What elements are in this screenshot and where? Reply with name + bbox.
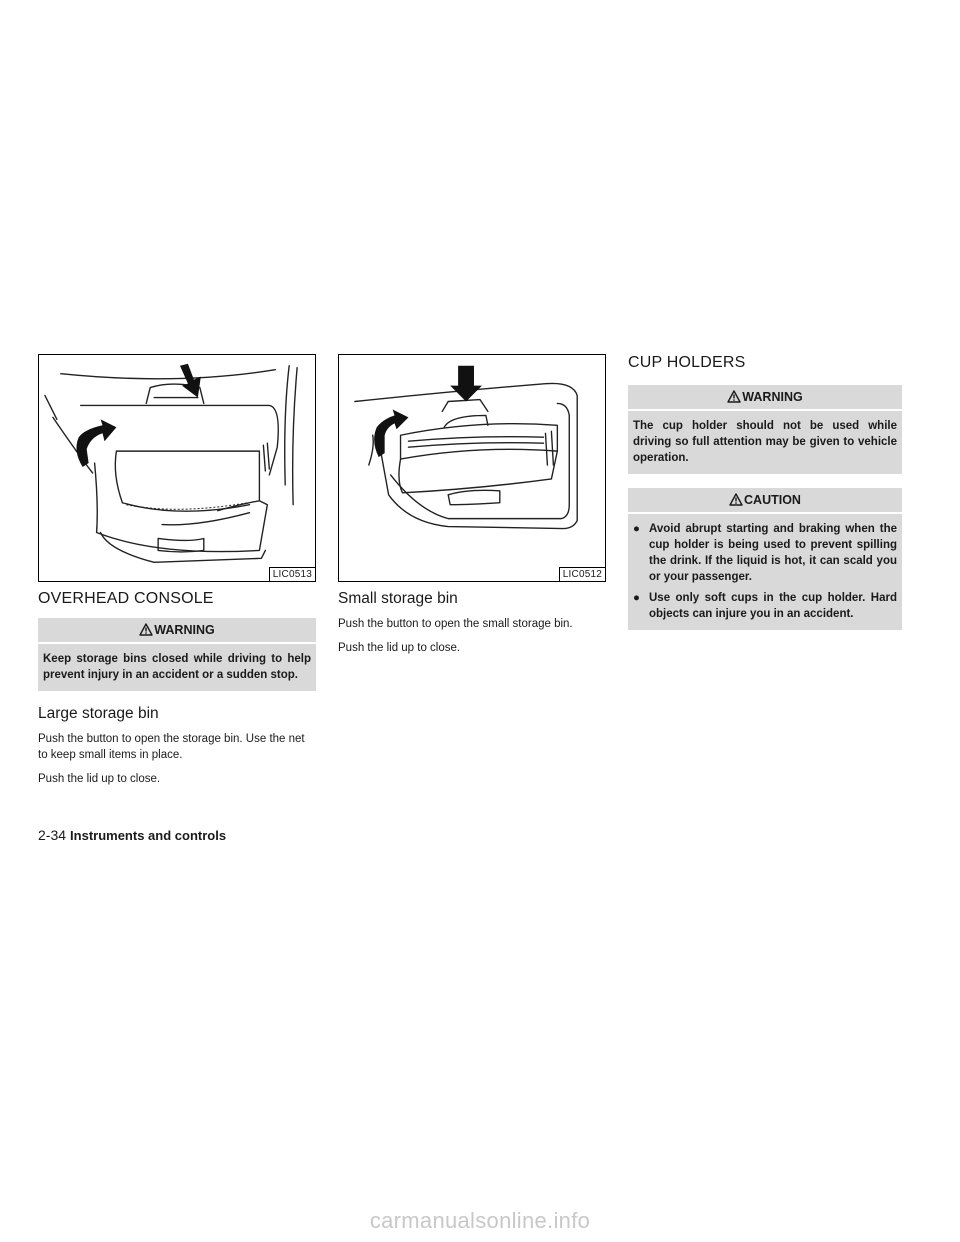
warning-title (628, 385, 902, 411)
warning-title (38, 618, 316, 644)
warning-triangle-icon (727, 390, 741, 403)
warning-label: WARNING (742, 390, 803, 404)
large-storage-bin-drawing (39, 355, 315, 581)
caution-item (628, 514, 902, 585)
figure-code: LIC0513 (269, 567, 315, 581)
overhead-console-heading: OVERHEAD CONSOLE (38, 590, 214, 607)
small-storage-bin-heading: Small storage bin (338, 590, 458, 607)
warning-label: WARNING (154, 623, 215, 637)
large-storage-bin-heading: Large storage bin (38, 705, 159, 722)
page-footer (38, 826, 226, 845)
paragraph: Push the button to open the storage bin. Use the net to keep small items in place. (38, 733, 305, 761)
bullet-icon: ● (633, 592, 640, 604)
middle-column (338, 354, 606, 656)
paragraph: Push the button to open the small storage bin. (338, 618, 573, 630)
caution-item (628, 585, 902, 622)
caution-label: CAUTION (744, 493, 801, 507)
caution-item-text: Use only soft cups in the cup holder. Hard objects can injure you in an accident. (649, 592, 897, 620)
warning-triangle-icon (139, 623, 153, 636)
warning-text: Keep storage bins closed while driving to help prevent injury in an accident or a sudden stop. (43, 653, 311, 681)
caution-title (628, 488, 902, 514)
right-column (628, 354, 902, 630)
left-column (38, 354, 316, 787)
warning-box (628, 385, 902, 474)
paragraph: Push the lid up to close. (338, 642, 461, 654)
figure-code: LIC0512 (559, 567, 605, 581)
small-storage-bin-illustration (338, 354, 606, 582)
caution-box (628, 488, 902, 630)
paragraph: Push the lid up to close. (38, 773, 161, 785)
caution-item-text: Avoid abrupt starting and braking when the cup holder is being used to prevent spilling the drink. If the liquid is hot, it can scald you or your passenger. (649, 523, 897, 583)
large-storage-bin-illustration (38, 354, 316, 582)
watermark: carmanualsonline.info (369, 1208, 591, 1233)
warning-box (38, 618, 316, 691)
caution-triangle-icon (729, 493, 743, 506)
page-number: 2-34 (38, 827, 67, 843)
warning-text: The cup holder should not be used while driving so full attention may be given to vehicle operation. (633, 420, 897, 464)
cup-holders-heading: CUP HOLDERS (628, 354, 746, 371)
small-storage-bin-drawing (339, 355, 605, 581)
bullet-icon: ● (633, 523, 640, 535)
section-name: Instruments and controls (70, 828, 227, 843)
